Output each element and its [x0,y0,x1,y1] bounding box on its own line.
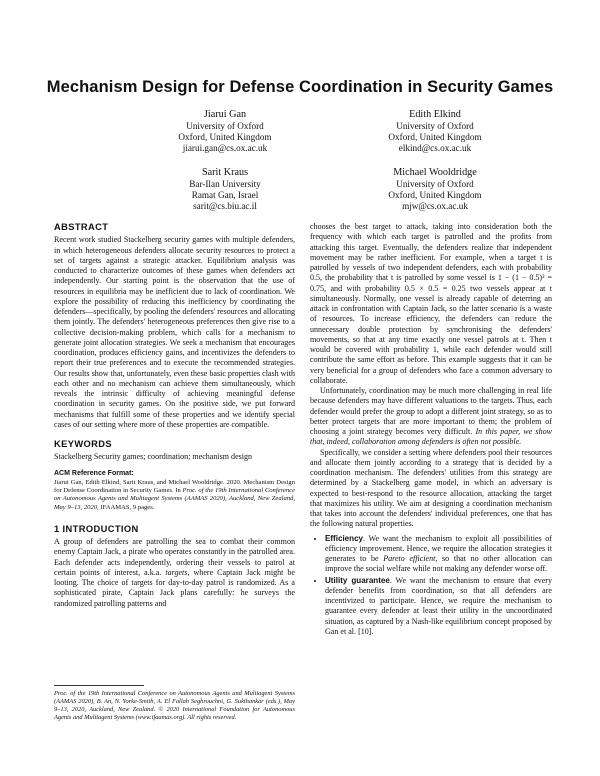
author-location: Ramat Gan, Israel [191,190,259,200]
right-paragraph-1: chooses the best target to attack, taking into consideration both the frequency with which each target is patrolled and the profits from attacking this target. Eventually, the defenders realize that independent movement may be rather inefficient. For example, when a target t is patrolled by vessels of two independent defenders, each with probability 0.5, the probability that t is patrolled by some vessel is 1 − (1 − 0.5)² = 0.75, and with probability 0.5 × 0.5 = 0.25 two vessels appear at t simultaneously. Normally, one vessel is already capable of deterring an attack in confrontation with Captain Jack, so the latter scenario is a waste of resources. To increase efficiency, the defenders can reduce the unnecessary double protection by synchronising the defenders' movements, so that at any time exactly one vessel patrols at t. Then t would be covered with probability 1, while each defender would still contribute the same effort as before. This example suggests that it can be very beneficial for a group of defenders who face a common adversary to collaborate. [310,222,552,385]
acm-reference-text [54,479,295,512]
right-paragraph-3: Specifically, we consider a setting where defenders pool their resources and allocate them jointly according to a strategy that is decided by a coordination mechanism. The defenders' utilities from this strategy are determined by a Stackelberg game model, in which an adversary is expected to best-respond to the resource allocation, attacking the target that maximizes his utility. We aim at designing a coordination mechanism that takes into account the defenders' individual preferences, one that has the following natural properties. [310,447,552,529]
intro-text-a: A group of defenders are patrolling the sea to combat their common enemy Captain Jack, a pirate who operates constantly in the patrolled area. Each defender acts independently, ordering their vessels to patrol at certain points of interest, a.k.a. [54,537,295,577]
utility-guarantee-text: . We want the mechanism to ensure that every defender benefits from coordination, so that all defenders are incentivized to participate. Hence, we require the mechanism to guarantee every defender at least their utility in the uncoordinated situation, as captured by a Nash-like equilibrium concept proposed by Gan et al. [10]. [325,575,552,636]
author-email: mjw@cs.ox.ac.uk [402,201,468,211]
author-name: Sarit Kraus [201,167,249,178]
author-block-elkind [325,108,545,154]
properties-list [310,534,552,638]
list-item-utility-guarantee [325,576,552,638]
author-block-wooldridge [325,166,545,212]
author-email: elkind@cs.ox.ac.uk [398,143,472,153]
efficiency-pareto: Pareto efficient [383,554,436,563]
utility-guarantee-label: Utility guarantee [325,575,390,585]
acm-reference-plain: Jiarui Gan, Edith Elkind, Sarit Kraus, and Michael Wooldridge. 2020. Mechanism Design for Defense Coordination in Security Games. In [54,478,295,495]
acm-reference-heading: ACM Reference Format: [54,469,134,477]
author-affiliation: University of Oxford [186,121,264,131]
author-location: Oxford, United Kingdom [178,132,272,142]
author-affiliation: University of Oxford [396,121,474,131]
right-column [310,222,552,638]
author-location: Oxford, United Kingdom [388,190,482,200]
author-email: jiarui.gan@cs.ox.ac.uk [182,143,268,153]
efficiency-label: Efficiency [325,533,364,543]
author-affiliation: Bar-Ilan University [189,179,261,189]
acm-reference [54,469,295,512]
intro-text-b: , where Captain Jack might be looting. The choice of targets for day-to-day patrol is randomized. As a sophisticated pirate, Captain Jack plans carefully: he surveys the randomized patrolling patterns and [54,567,295,608]
footnote-text: Proc. of the 19th International Conference on Autonomous Agents and Multiagent Systems (AAMAS 2020), B. An, N. Yorke-Smith, A. El Fallah Seghrouchni, G. Sukthankar (eds.), May 9–13, 2020, Auckland, New Zealand. © 2020 International Foundation for Autonomous Agents and Multiagent Systems (www.ifaamas.org). All rights reserved. [54,690,295,721]
intro-targets-term: targets [165,567,188,577]
efficiency-text-a: . We want the mechanism to exploit all possibilities of efficiency improvement. Hence, we require the allocation strategies it generates to be [325,533,552,563]
keywords-heading: KEYWORDS [54,439,112,449]
author-email: sarit@cs.biu.ac.il [193,201,257,211]
intro-paragraph [54,537,295,609]
acm-reference-venue: Proc. of the 19th International Conference on Autonomous Agents and Multiagent Systems (AAMAS 2020), Auckland, New Zealand, May 9–13, 2020, [54,487,296,511]
intro-heading: 1 INTRODUCTION [54,523,139,534]
left-column [54,222,295,609]
list-item-efficiency [325,534,552,575]
efficiency-text-b: , so that no other allocation can improve the social welfare while not making any defender worse off. [325,554,552,574]
abstract-text: Recent work studied Stackelberg security games with multiple defenders, in which heterogeneous defenders allocate security resources to protect a set of targets against a strategic attacker. Equilibrium analysis was conducted to characterize outcomes of these games when defenders act independently. Our starting point is the observation that the use of resources in equilibria may be inefficient due to lack of coordination. We explore the possibility of reducing this inefficiency by coordinating the defenders—specifically, by pooling the defenders' resources and allocating them jointly. The defenders' heterogeneous preferences then give rise to a collective decision-making problem, which calls for a mechanism to generate joint allocation strategies. We seek a mechanism that encourages coordination, produces efficiency gains, and incentivizes the defenders to report their true preferences and to execute the recommended strategies. Our results show that, unfortunately, even these basic properties clash with each other and no mechanism can achieve them simultaneously, which reveals the intrinsic difficulty of achieving meaningful defense coordination in security games. On the positive side, we put forward mechanisms that fulfill some of these properties and we identify special cases of our setting where more of these properties are compatible. [54,235,295,429]
author-name: Jiarui Gan [203,109,247,120]
author-block-gan [115,108,335,154]
paper-title: Mechanism Design for Defense Coordination in Security Games [46,78,554,96]
right-paragraph-2 [310,386,552,448]
right-p2-emphasis: In this paper, we show that, indeed, collaboration among defenders is often not possible. [310,427,552,447]
abstract-heading: ABSTRACT [54,222,109,232]
acm-reference-tail: IFAAMAS, 9 pages. [100,503,155,511]
footnote-block [54,685,295,722]
right-p2-text: Unfortunately, coordination may be much more challenging in real life because defenders may have different valuations to the targets. Thus, each defender would prefer the group to adopt a different joint strategy, so as to better protect targets that are more important to them; the problem of choosing a joint strategy becomes very difficult. [310,386,552,436]
footnote-divider [54,685,144,686]
author-affiliation: University of Oxford [396,179,474,189]
keywords-text: Stackelberg Security games; coordination; mechanism design [54,452,253,462]
author-name: Edith Elkind [409,109,461,120]
author-name: Michael Wooldridge [393,167,477,178]
author-location: Oxford, United Kingdom [388,132,482,142]
author-block-kraus [115,166,335,212]
